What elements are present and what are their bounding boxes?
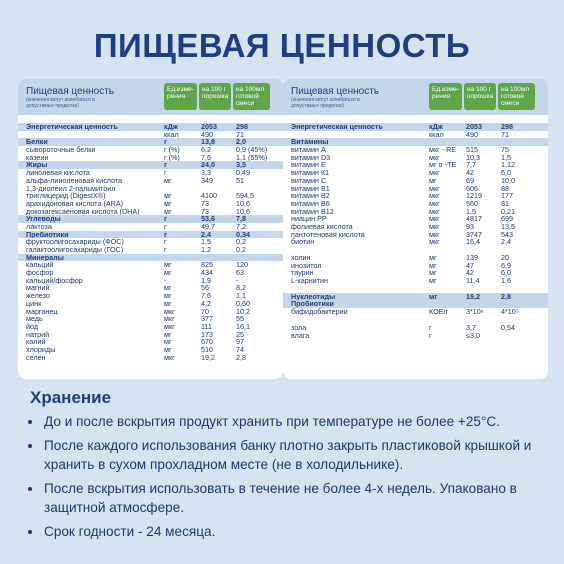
per-100ml-cell: 63	[236, 269, 244, 277]
per-100ml-cell: -	[236, 276, 239, 285]
unit-cell: мкг	[429, 192, 440, 200]
per-100g-cell: 7,7	[466, 161, 476, 170]
unit-column-header: Ед.изме-рения	[164, 83, 197, 110]
per-100g-cell: 69	[466, 176, 474, 185]
header-note: (значения могут колебаться в допустимых пределах)	[291, 97, 360, 109]
table-row	[283, 215, 548, 223]
per-100g-cell: 49,7	[201, 222, 215, 231]
table-row	[283, 308, 548, 316]
per-100g-cell: 3,7	[466, 323, 476, 332]
per-100ml-cell: 6,0	[501, 269, 511, 278]
table-row	[283, 169, 548, 177]
header-label: Пищевая ценность	[26, 86, 114, 97]
storage-item	[26, 436, 546, 474]
per-100g-cell: 10,3	[466, 153, 480, 162]
per-100g-cell: 56	[201, 284, 209, 293]
unit-cell: г	[429, 323, 432, 332]
nutrient-name: фосфор	[26, 269, 54, 277]
per-100ml-cell: 594,5	[236, 192, 254, 200]
unit-cell: г	[164, 138, 167, 147]
per-100g-cell: 349	[201, 176, 213, 185]
per-100ml-cell: 16,1	[236, 322, 250, 331]
per-100g-cell: 510	[201, 345, 213, 354]
per-100g-cell: 7,6	[201, 292, 211, 300]
per-100g-cell: 3,3	[201, 169, 211, 177]
table-row	[18, 277, 283, 285]
nutrient-name: Витамины	[291, 138, 329, 147]
per-100ml-cell: 0,60	[236, 299, 250, 308]
unit-cell: мг	[164, 330, 172, 339]
storage-item-text: После вскрытия использовать в течение не более 4-х недель. Упаковано в защитной атмосфере.	[44, 481, 517, 515]
per-100g-cell: 42	[466, 269, 474, 278]
per-100ml-cell: 88	[501, 184, 509, 193]
per-100ml-cell: 0,21	[501, 207, 515, 216]
nutrient-name: витамин В2	[291, 192, 330, 200]
nutrient-name: йод	[26, 322, 39, 331]
unit-cell: мкг	[164, 315, 175, 323]
per-100g-cell: 53,6	[201, 215, 215, 223]
storage-item	[26, 412, 546, 431]
nutrient-name: цинк	[26, 299, 42, 308]
per-100ml-cell: 71	[236, 130, 244, 139]
unit-cell: мкг	[429, 238, 440, 247]
per-100g-cell: 1,2	[201, 246, 211, 254]
unit-cell: кДж	[429, 123, 443, 131]
unit-cell: г	[164, 169, 167, 177]
nutrient-name: Жиры	[26, 161, 48, 170]
per-100g-cell: 490	[201, 130, 213, 139]
per-100ml-cell: 55	[236, 315, 244, 323]
per-100ml-cell: 1,1	[236, 292, 246, 300]
unit-cell: мг	[429, 254, 437, 262]
unit-cell: г	[164, 161, 167, 170]
unit-column-header: Ед.изме-рения	[429, 83, 462, 110]
per-100g-cell: 173	[201, 330, 213, 339]
unit-cell: мг	[429, 292, 438, 301]
table-row	[283, 208, 548, 216]
table-row	[18, 154, 283, 162]
nutrient-name: магний	[26, 284, 50, 293]
per-100ml-cell: 51	[236, 176, 244, 185]
per-100g-cell: 4100	[201, 192, 217, 200]
per-100g-cell: 4,2	[201, 299, 211, 308]
nutrient-name: селен	[26, 353, 46, 362]
table-row	[18, 200, 283, 208]
table-row	[283, 131, 548, 139]
table-row	[18, 354, 283, 362]
per-100g-cell: 13,8	[201, 138, 215, 147]
per-100ml-cell: 10,6	[236, 207, 250, 216]
per-100ml-cell: 2,8	[501, 292, 511, 301]
storage-item	[26, 479, 546, 517]
per-100g-cell: 42	[466, 169, 474, 177]
table-row	[18, 261, 283, 269]
per-100g-cell: 3*10⁶	[466, 308, 484, 316]
nutrition-table-right	[283, 79, 548, 379]
nutrient-name: альфа-линоленовая кислота	[26, 176, 123, 185]
unit-cell: мг	[164, 269, 172, 277]
unit-cell: мг	[164, 284, 172, 293]
nutrient-name: витамин Е	[291, 161, 326, 170]
unit-cell: мг	[429, 277, 437, 285]
per-100g-cell: 11,4	[466, 277, 480, 285]
per-100g-cell: 377	[201, 315, 213, 323]
nutrient-name: таурин	[291, 269, 314, 278]
section-row	[18, 254, 283, 262]
table-row	[283, 238, 548, 246]
table-row	[18, 146, 283, 154]
nutrient-name: витамин А	[291, 146, 326, 154]
nutrient-name: Минералы	[26, 253, 64, 262]
table-row	[283, 192, 548, 200]
unit-cell: мкг	[429, 199, 440, 208]
table-row	[18, 223, 283, 231]
nutrient-name: Белки	[26, 138, 48, 147]
page-title: ПИЩЕВАЯ ЦЕННОСТЬ	[93, 27, 471, 64]
nutrient-name: зола	[291, 323, 307, 332]
per-100g-cell: 16,4	[466, 238, 480, 247]
unit-cell: г	[429, 331, 432, 340]
per-100g-cell: 825	[201, 261, 213, 270]
per-100g-cell: 73	[201, 199, 209, 208]
unit-cell: -	[164, 276, 167, 285]
per-100g-cell: 3747	[466, 230, 482, 239]
per-100ml-cell: 10,6	[236, 199, 250, 208]
per-100g-cell: 73	[201, 207, 209, 216]
per-100g-cell: 670	[201, 338, 213, 346]
storage-item-text: Срок годности - 24 месяца.	[44, 524, 216, 539]
table-row	[283, 231, 548, 239]
table-row	[18, 169, 283, 177]
table-row	[18, 338, 283, 346]
nutrient-name: витамин С	[291, 176, 327, 185]
nutrient-name: медь	[26, 315, 43, 323]
storage-heading: Хранение	[30, 388, 112, 407]
table-header	[283, 79, 548, 115]
nutrient-name: фолиевая кислота	[291, 222, 353, 231]
unit-cell: мкг	[164, 322, 175, 331]
per-100ml-cell: 13,5	[501, 222, 515, 231]
per-100g-cell: 19,2	[466, 292, 480, 301]
nutrient-name: марганец	[26, 307, 58, 316]
nutrient-name: сывороточные белки	[26, 146, 96, 154]
nutrient-name: Пробиотики	[291, 300, 334, 309]
per-100ml-column-header: на 100мл готовой смеси	[498, 83, 535, 110]
table-row	[283, 185, 548, 193]
unit-cell: мкг	[164, 307, 175, 316]
unit-cell: мкг	[429, 215, 440, 223]
unit-cell: кДж	[164, 123, 178, 131]
table-row	[283, 277, 548, 285]
nutrient-name: линолевая кислота	[26, 169, 90, 177]
unit-cell: г	[164, 215, 167, 223]
nutrient-name: влага	[291, 331, 310, 340]
nutrient-name: натрий	[26, 330, 50, 339]
section-row	[283, 138, 548, 146]
per-100ml-cell: 0,9 (45%)	[236, 146, 268, 154]
table-row	[18, 323, 283, 331]
nutrient-name: лактоза	[26, 222, 52, 231]
header-label: Пищевая ценность	[291, 86, 379, 97]
unit-cell: мкг - RE	[429, 146, 457, 154]
per-100g-cell: 1,5	[466, 207, 476, 216]
per-100g-cell: 2053	[466, 123, 482, 131]
nutrient-name: L-карнитин	[291, 277, 328, 285]
unit-cell: мг	[164, 207, 172, 216]
unit-cell: мг	[164, 292, 172, 300]
nutrient-name: холин	[291, 254, 311, 262]
unit-cell: мкг	[429, 207, 440, 216]
per-100g-cell: 7,6	[201, 153, 211, 162]
table-row	[283, 332, 548, 340]
per-100g-cell: 434	[201, 269, 213, 277]
nutrient-name: калий	[26, 338, 46, 346]
per-100ml-cell: 1,5	[501, 153, 511, 162]
table-row	[283, 154, 548, 162]
nutrient-name: галактоолигосахариды (ГОС)	[26, 246, 124, 254]
bullet-icon	[28, 420, 32, 424]
table-rows	[283, 123, 548, 339]
per-100g-cell: 139	[466, 254, 478, 262]
unit-cell: мкг	[429, 222, 440, 231]
nutrient-name: 1,3-диолеил 2-пальмитоил	[26, 184, 116, 193]
unit-cell: мкг	[429, 184, 440, 193]
per-100ml-cell: 0,49	[236, 169, 250, 177]
per-100ml-cell: 25	[236, 330, 244, 339]
per-100ml-cell: 10,2	[236, 307, 250, 316]
table-row	[18, 284, 283, 292]
nutrient-name: железо	[26, 292, 50, 300]
section-row	[18, 161, 283, 169]
section-row	[18, 215, 283, 223]
per-100ml-cell: 1,1 (55%)	[236, 153, 268, 162]
nutrient-name: кальций	[26, 261, 54, 270]
per-100ml-cell: 0,2	[236, 238, 246, 247]
unit-cell: мг	[164, 338, 172, 346]
per-100ml-cell: 699	[501, 215, 513, 223]
table-rows	[18, 123, 283, 361]
section-row	[18, 138, 283, 146]
per-100ml-cell: 7,8	[236, 215, 246, 223]
nutrient-name: триглицерид (DigestX®)	[26, 192, 106, 200]
per-100ml-cell: 1,6	[501, 277, 511, 285]
unit-cell: мг	[164, 199, 172, 208]
per-100g-cell: 4817	[466, 215, 482, 223]
storage-item	[26, 522, 546, 541]
nutrient-name: бифидобактерии	[291, 308, 348, 316]
per-100ml-cell: 298	[236, 123, 248, 131]
nutrient-name: докозагексаеновая кислота (DHA)	[26, 207, 140, 216]
per-100g-cell: 6,2	[201, 146, 211, 154]
unit-cell: КОЕ/г	[429, 308, 449, 316]
storage-item-text: После каждого использования банку плотно закрыть пластиковой крышкой и хранить в сухом прохладном месте (не в холодильнике).	[44, 438, 532, 472]
nutrient-name: витамин D3	[291, 153, 331, 162]
nutrient-name: биотин	[291, 238, 315, 247]
unit-cell: г (%)	[164, 146, 180, 154]
per-100g-cell: 70	[201, 307, 209, 316]
per-100g-cell: 2053	[201, 123, 217, 131]
per-100ml-cell: 1,12	[501, 161, 515, 170]
table-row	[18, 192, 283, 200]
per-100ml-cell: 298	[501, 123, 513, 131]
per-100g-cell: 111	[201, 322, 212, 331]
nutrient-name: Пребиотики	[26, 230, 69, 239]
per-100ml-cell: 6,0	[501, 169, 511, 177]
unit-cell: мкг	[429, 153, 440, 162]
unit-cell: мг	[429, 176, 437, 185]
per-100ml-cell: 81	[501, 199, 509, 208]
per-100g-column-header: на 100 г порошка	[464, 83, 496, 110]
per-100ml-cell: 74	[236, 345, 244, 354]
unit-cell: мг	[164, 345, 172, 354]
per-100ml-cell: 0,2	[236, 246, 246, 254]
per-100ml-cell: 71	[501, 130, 509, 139]
per-100g-cell: ≤3,0	[466, 331, 480, 340]
table-row	[283, 254, 548, 262]
table-row	[18, 185, 283, 193]
per-100g-column-header: на 100 г порошка	[199, 83, 231, 110]
bullet-icon	[28, 444, 32, 448]
unit-cell: мг	[164, 261, 172, 270]
nutrient-name: витамин В6	[291, 199, 330, 208]
bullet-icon	[28, 530, 32, 534]
table-row	[283, 285, 548, 293]
per-100ml-cell: 2,8	[236, 353, 246, 362]
per-100ml-cell: 177	[501, 192, 513, 200]
per-100g-cell: 1,9	[201, 276, 211, 285]
per-100ml-cell: 8,2	[236, 284, 246, 293]
table-row	[18, 131, 283, 139]
unit-cell: мкг	[164, 353, 175, 362]
per-100ml-cell: 2,0	[236, 138, 246, 147]
bullet-icon	[28, 487, 32, 491]
table-row	[283, 200, 548, 208]
per-100ml-cell: 3,5	[236, 161, 246, 170]
per-100ml-cell: 97	[236, 338, 244, 346]
unit-cell: мг	[164, 192, 172, 200]
per-100ml-cell: 543	[501, 230, 513, 239]
table-row	[283, 316, 548, 324]
unit-cell: г	[164, 246, 167, 254]
nutrient-name: кальций/фосфор	[26, 276, 83, 285]
per-100ml-cell: 7,2	[236, 222, 246, 231]
table-row	[283, 269, 548, 277]
table-row	[283, 246, 548, 254]
table-row	[18, 331, 283, 339]
unit-cell: мкг	[429, 230, 440, 239]
per-100ml-cell: 6,9	[501, 261, 511, 270]
nutrient-name: ниацин PP	[291, 215, 327, 223]
nutrient-name: инозитол	[291, 261, 322, 270]
table-row	[18, 177, 283, 185]
unit-cell: мг	[429, 269, 437, 278]
table-row	[18, 208, 283, 216]
per-100g-cell: 606	[466, 184, 478, 193]
storage-item-text: До и после вскрытия продукт хранить при температуре не более +25°С.	[44, 414, 501, 429]
section-row	[18, 231, 283, 239]
table-row	[18, 238, 283, 246]
nutrient-name: Нуклеотиды	[291, 292, 336, 301]
table-row	[283, 262, 548, 270]
section-row	[18, 123, 283, 131]
per-100g-cell: 2,4	[201, 230, 211, 239]
section-row	[283, 293, 548, 301]
per-100g-cell: 1,5	[201, 238, 211, 247]
nutrient-name: витамин В12	[291, 207, 334, 216]
per-100ml-cell: 20	[501, 254, 509, 262]
unit-cell: мг	[164, 299, 172, 308]
per-100g-cell: 19,2	[201, 353, 215, 362]
table-header	[18, 79, 283, 115]
header-note: (значения могут колебаться в допустимых пределах)	[26, 97, 95, 109]
nutrient-name: Углеводы	[26, 215, 61, 223]
per-100ml-cell: 10,0	[501, 176, 515, 185]
nutrient-name: арахидоновая кислота (ARA)	[26, 199, 124, 208]
nutrient-name: Энергетическая ценность	[26, 123, 118, 131]
unit-cell: г	[164, 222, 167, 231]
nutrient-name: витамин В1	[291, 184, 330, 193]
per-100ml-cell: 120	[236, 261, 248, 270]
table-row	[18, 269, 283, 277]
unit-cell: мг	[164, 176, 172, 185]
nutrient-name: витамин К1	[291, 169, 330, 177]
unit-cell: г	[164, 238, 167, 247]
nutrition-table-left	[18, 79, 283, 379]
unit-cell: г	[164, 230, 167, 239]
table-row	[18, 292, 283, 300]
table-row	[283, 146, 548, 154]
table-row	[18, 246, 283, 254]
per-100g-cell: 560	[466, 199, 478, 208]
per-100ml-cell: 0,34	[236, 230, 250, 239]
unit-cell: г (%)	[164, 153, 180, 162]
table-row	[18, 308, 283, 316]
section-row	[283, 300, 548, 308]
unit-cell: мг α -TE	[429, 161, 457, 170]
per-100g-cell: 24,0	[201, 161, 215, 170]
table-row	[283, 223, 548, 231]
per-100g-cell: 490	[466, 130, 478, 139]
table-row	[283, 177, 548, 185]
per-100ml-cell: 75	[501, 146, 509, 154]
table-row	[18, 346, 283, 354]
unit-cell: ккал	[164, 130, 179, 139]
nutrient-name: Энергетическая ценность	[291, 123, 383, 131]
per-100ml-cell: 4*10⁵	[501, 308, 519, 316]
table-row	[18, 315, 283, 323]
per-100g-cell: 1219	[466, 192, 482, 200]
unit-cell: ккал	[429, 130, 444, 139]
per-100g-cell: 93	[466, 222, 474, 231]
per-100g-cell: 515	[466, 146, 478, 154]
per-100g-cell: 47	[466, 261, 474, 270]
per-100ml-cell: 2,4	[501, 238, 511, 247]
nutrient-name: хлориды	[26, 345, 56, 354]
unit-cell: мкг	[429, 169, 440, 177]
table-row	[18, 300, 283, 308]
per-100ml-column-header: на 100мл готовой смеси	[233, 83, 270, 110]
table-row	[283, 324, 548, 332]
nutrient-name: казеин	[26, 153, 49, 162]
nutrient-name: фруктоолигосахариды (ФОС)	[26, 238, 124, 247]
unit-cell: мг	[429, 261, 437, 270]
storage-list	[26, 412, 546, 546]
per-100ml-cell: 0,54	[501, 323, 515, 332]
section-row	[283, 123, 548, 131]
table-row	[283, 161, 548, 169]
nutrient-name: пантотеновая кислота	[291, 230, 365, 239]
